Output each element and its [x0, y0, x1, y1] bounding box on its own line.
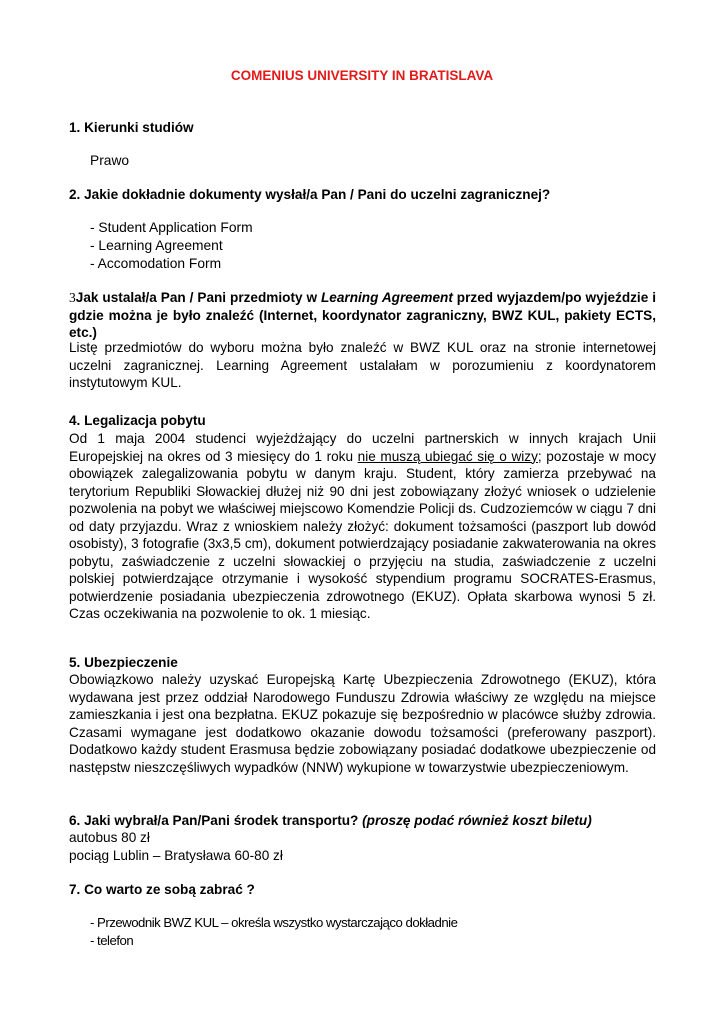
section-5-text: Obowiązkowo należy uzyskać Europejską Kartę Ubezpieczenia Zdrowotnego (EKUZ), która wydawana jest przez oddział Narodowego Funduszu Zdrowia właściwy ze względu na miejsce zamieszkania i jest ona bezpłatna. EKUZ pokazuje się bezpośrednio w placówce służby zdrowia. Czasami wymagane jest dodatkowo okazanie dowodu tożsamości (preferowany paszport). Dodatkowo każdy student Erasmusa będzie zobowiązany posiadać dodatkowe ubezpieczenie od następstw nieszczęśliwych wypadków (NNW) wykupione w towarzystwie ubezpieczeniowym.	[69, 672, 656, 775]
section-4-heading: 4. Legalizacja pobytu	[69, 413, 206, 428]
section-6-heading-text: 6. Jaki wybrał/a Pan/Pani środek transportu?	[69, 813, 363, 828]
section-3-number: 3	[69, 290, 76, 305]
section-3-heading-part1: Jak ustalał/a Pan / Pani przedmioty w	[75, 290, 321, 305]
section-3-heading-italic: Learning Agreement	[321, 290, 453, 305]
section-1-answer: Prawo	[90, 153, 130, 168]
transport-line-bus: autobus 80 zł	[69, 830, 150, 845]
section-3-heading	[69, 289, 656, 342]
section-1-heading: 1. Kierunki studiów	[69, 120, 194, 135]
section-6-heading-italic: (proszę podać również koszt biletu)	[362, 813, 592, 828]
list-item: - Student Application Form	[90, 220, 253, 235]
section-7-heading: 7. Co warto ze sobą zabrać ?	[69, 882, 255, 897]
section-2-document-list	[90, 219, 253, 272]
section-4-text	[69, 430, 656, 623]
section-5-heading: 5. Ubezpieczenie	[69, 655, 178, 670]
list-item: - telefon	[90, 932, 134, 948]
section-2-heading: 2. Jakie dokładnie dokumenty wysłał/a Pan / Pani do uczelni zagranicznej?	[69, 187, 551, 202]
section-4-text-before: Od 1 maja 2004 studenci wyjeżdżający do uczelni partnerskich w innych krajach Unii Europejskiej na okres od 3 miesięcy do 1 roku	[69, 431, 656, 464]
list-item: - Learning Agreement	[90, 237, 223, 253]
document-title: COMENIUS UNIVERSITY IN BRATISLAVA	[230, 68, 494, 83]
section-4-visa-note: nie muszą ubiegać się o wizy	[357, 448, 538, 464]
section-6-heading	[69, 812, 592, 830]
section-7-packing-list	[90, 914, 457, 950]
section-4-text-after: ; pozostaje w mocy obowiązek zalegalizowania pobytu w danym kraju. Student, który zamierza przebywać na terytorium Republiki Słowackiej dłużej niż 90 dni jest zobowiązany złożyć wniosek o udzielenie pozwolenia na pobyt we właściwej miejscowo Komendzie Policji ds. Cudzoziemców w ciągu 7 dni od daty przyjazdu. Wraz z wnioskiem należy złożyć: dokument tożsamości (paszport lub dowód osobisty), 3 fotografie (3x3,5 cm), dokument potwierdzający posiadanie zakwaterowania na okres pobytu, zaświadczenie z uczelni słowackiej o przyjęciu na studia, zaświadczenie z uczelni polskiej potwierdzające otrzymanie i wysokość stypendium programu SOCRATES-Erasmus, potwierdzenie posiadania ubezpieczenia zdrowotnego (EKUZ). Opłata skarbowa wynosi 5 zł. Czas oczekiwania na pozwolenie to ok. 1 miesiąc.	[69, 448, 656, 621]
list-item: - Przewodnik BWZ KUL – określa wszystko wystarczająco dokładnie	[90, 915, 458, 930]
transport-line-train: pociąg Lublin – Bratysława 60-80 zł	[69, 848, 283, 863]
list-item: - Accomodation Form	[90, 255, 222, 271]
section-3-answer: Listę przedmiotów do wyboru można było znaleźć w BWZ KUL oraz na stronie internetowej uczelni zagranicznej. Learning Agreement ustalałam w porozumieniu z koordynatorem instytutowym KUL.	[69, 340, 656, 390]
section-3-heading-part2: przed wyjazdem/po wyjeździe i gdzie można je było znaleźć (Internet, koordynator zagraniczny, BWZ KUL, pakiety ECTS, etc.)	[69, 290, 656, 340]
